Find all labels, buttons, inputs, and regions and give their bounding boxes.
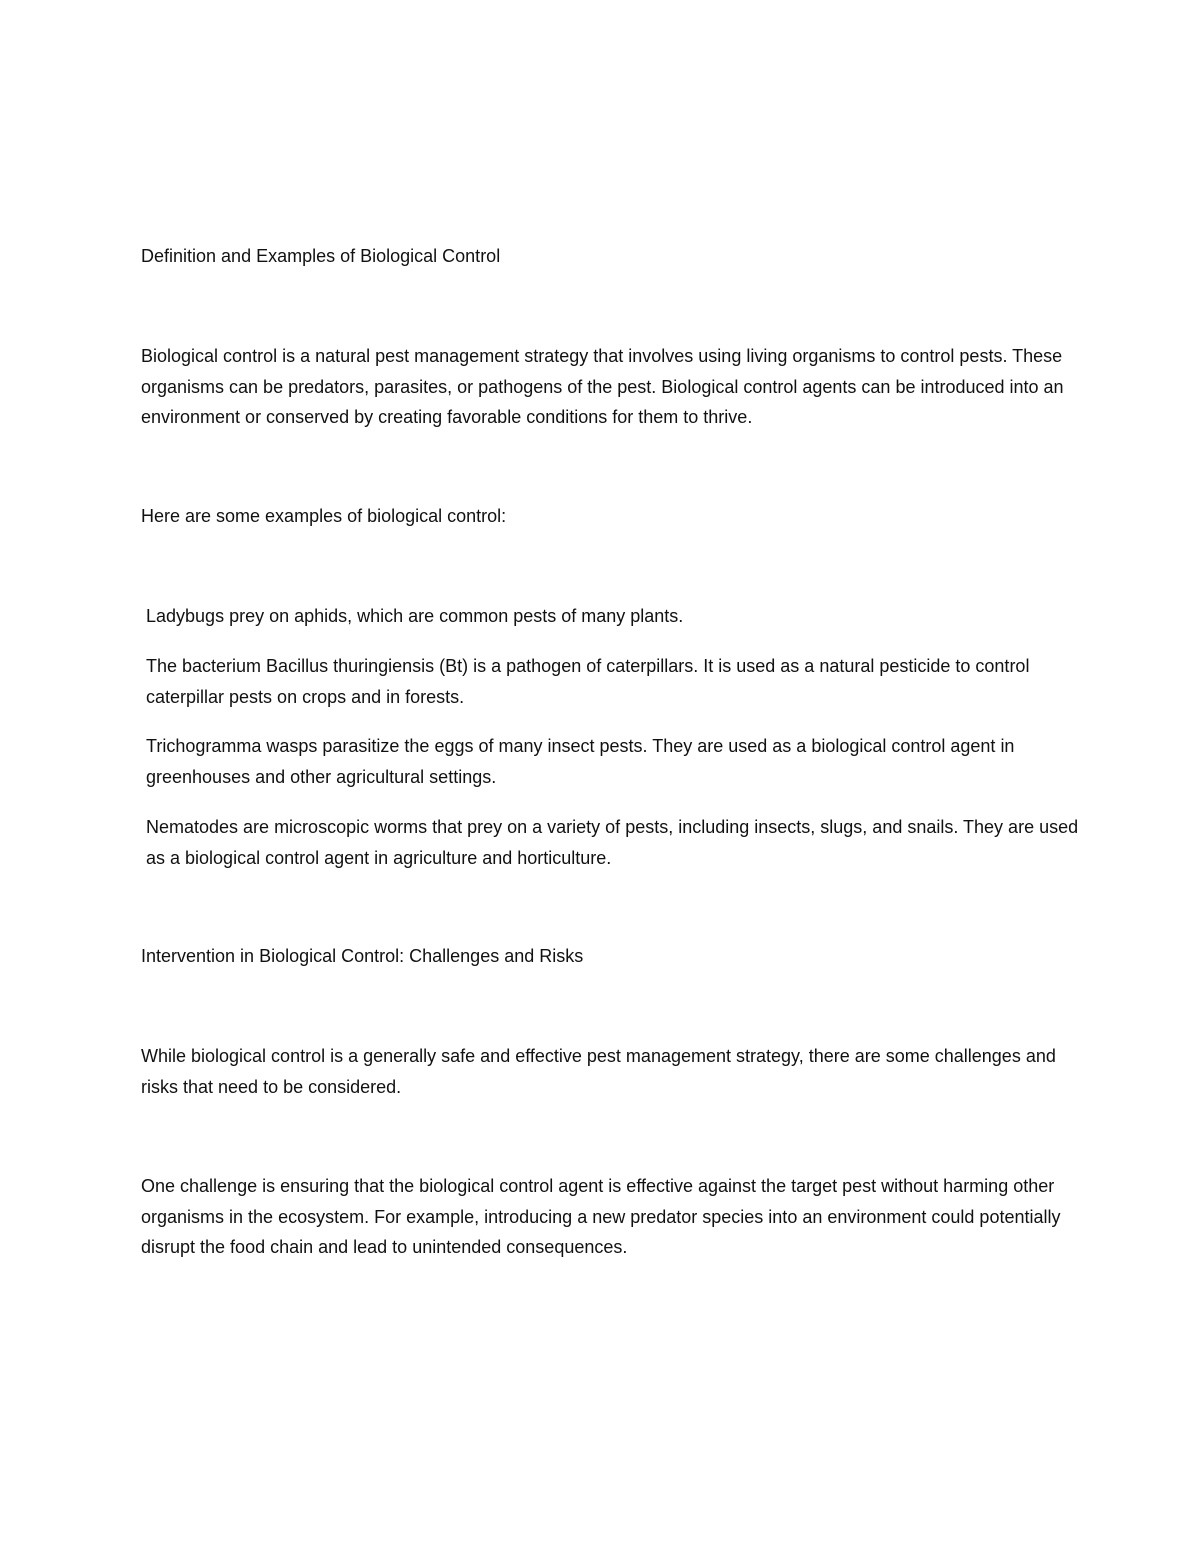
section-heading-definition: Definition and Examples of Biological Control [141,246,501,266]
one-challenge-paragraph: One challenge is ensuring that the biological control agent is effective against the target pest without harming other organisms in the ecosystem. For example, introducing a new predator species into an environment could potentially disrupt the food chain and lead to unintended consequences. [141,1176,1061,1257]
example-item-nematodes: Nematodes are microscopic worms that prey on a variety of pests, including insects, slugs, and snails. They are used as a biological control agent in agriculture and horticulture. [146,817,1079,868]
challenges-paragraph: While biological control is a generally safe and effective pest management strategy, there are some challenges and risks that need to be considered. [141,1046,1056,1097]
example-item-trichogramma: Trichogramma wasps parasitize the eggs of many insect pests. They are used as a biological control agent in greenhouses and other agricultural settings. [146,736,1015,787]
example-item-ladybugs: Ladybugs prey on aphids, which are common pests of many plants. [146,606,684,626]
section-heading-intervention: Intervention in Biological Control: Challenges and Risks [141,946,584,966]
example-item-bacillus: The bacterium Bacillus thuringiensis (Bt) is a pathogen of caterpillars. It is used as a natural pesticide to control caterpillar pests on crops and in forests. [146,656,1030,707]
examples-lead-paragraph: Here are some examples of biological control: [141,506,507,526]
intro-paragraph: Biological control is a natural pest management strategy that involves using living organisms to control pests. These organisms can be predators, parasites, or pathogens of the pest. Biological control agents can be introduced into an environment or conserved by creating favorable conditions for them to thrive. [141,346,1064,427]
